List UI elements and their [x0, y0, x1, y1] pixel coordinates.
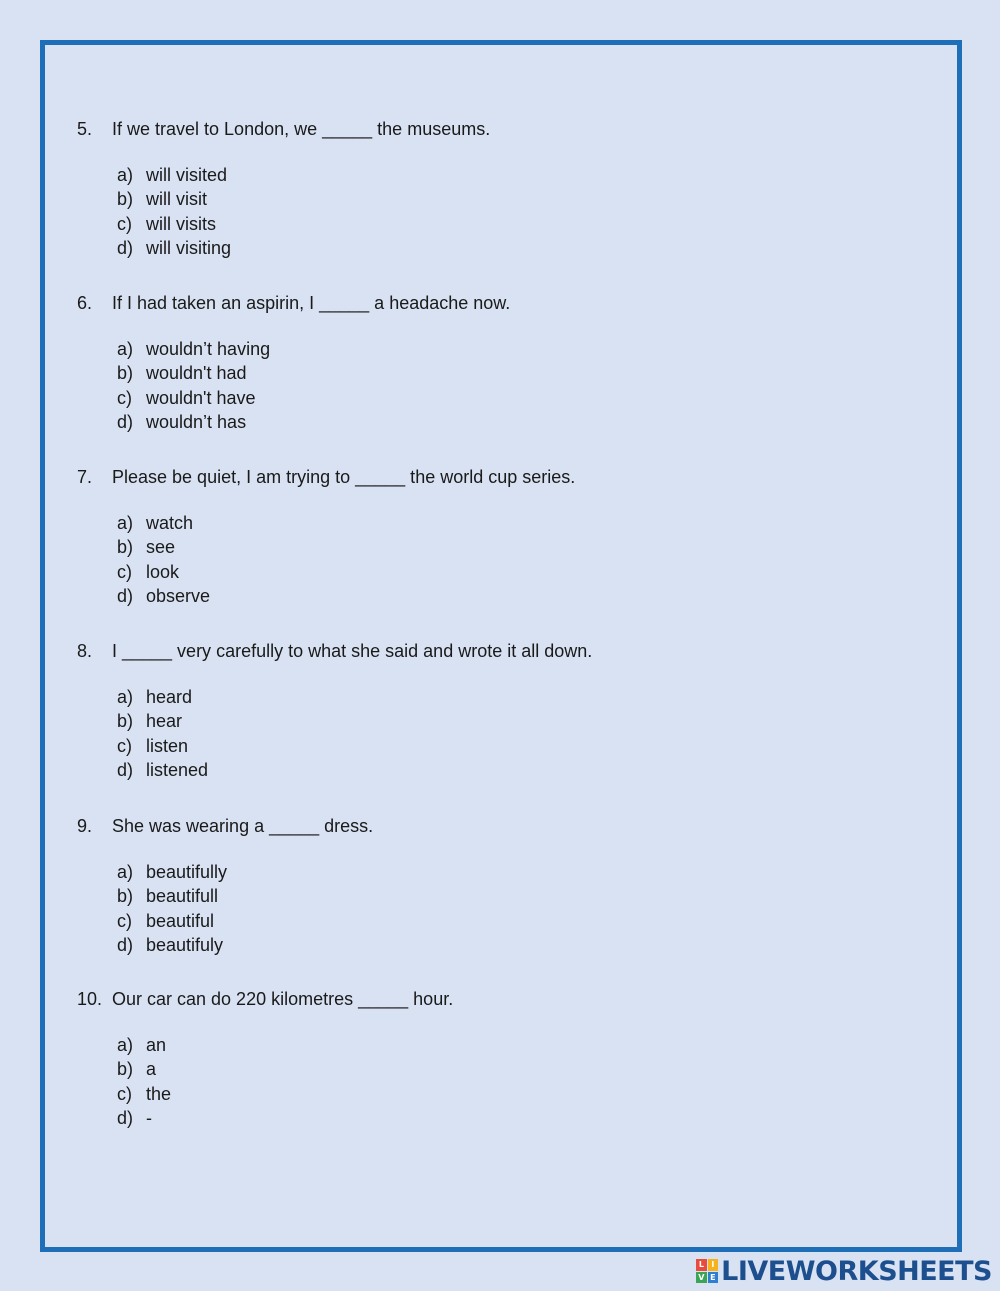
question-5 [77, 118, 877, 260]
option-text: wouldn’t having [146, 339, 271, 359]
option-a[interactable] [117, 860, 877, 884]
option-list [77, 511, 877, 608]
option-text: see [146, 537, 176, 558]
option-letter: c) [117, 910, 132, 931]
option-letter: a) [117, 513, 134, 533]
option-letter: d) [117, 1107, 134, 1128]
question-number: 7. [77, 467, 93, 487]
question-text [77, 640, 877, 662]
option-b[interactable] [117, 187, 877, 211]
option-text: beautifull [146, 886, 219, 907]
option-text: the [146, 1083, 172, 1104]
option-text: listened [146, 759, 209, 780]
question-text [77, 988, 877, 1010]
option-text: wouldn't have [146, 387, 256, 408]
question-prompt: If we travel to London, we _____ the museums. [112, 119, 491, 139]
question-7 [77, 466, 877, 608]
question-number: 10. [77, 989, 103, 1009]
option-d[interactable] [117, 933, 877, 957]
option-text: wouldn’t has [146, 411, 247, 432]
option-letter: c) [117, 387, 132, 408]
option-d[interactable] [117, 410, 877, 434]
option-d[interactable] [117, 236, 877, 260]
question-6 [77, 292, 877, 434]
option-b[interactable] [117, 1057, 877, 1081]
question-prompt: Please be quiet, I am trying to _____ the world cup series. [112, 467, 576, 487]
option-c[interactable] [117, 734, 877, 758]
option-b[interactable] [117, 535, 877, 559]
option-letter: b) [117, 1059, 134, 1080]
option-list [77, 1033, 877, 1130]
option-list [77, 163, 877, 260]
option-letter: a) [117, 339, 134, 359]
question-number: 8. [77, 641, 93, 661]
question-text [77, 118, 877, 140]
option-a[interactable] [117, 1033, 877, 1057]
option-text: will visited [146, 165, 228, 185]
option-letter: c) [117, 1083, 132, 1104]
question-number: 9. [77, 816, 93, 836]
option-letter: b) [117, 537, 134, 558]
question-prompt: If I had taken an aspirin, I _____ a headache now. [112, 293, 511, 313]
option-a[interactable] [117, 163, 877, 187]
option-letter: b) [117, 711, 134, 732]
option-letter: b) [117, 363, 134, 384]
option-text: hear [146, 711, 183, 732]
option-c[interactable] [117, 560, 877, 584]
option-text: a [146, 1059, 157, 1080]
brand-name: LIVEWORKSHEETS [721, 1255, 992, 1287]
option-text: beautifuly [146, 934, 224, 955]
question-9 [77, 815, 877, 957]
option-b[interactable] [117, 884, 877, 908]
option-letter: a) [117, 687, 134, 707]
option-letter: d) [117, 237, 134, 258]
option-letter: d) [117, 759, 134, 780]
option-list [77, 685, 877, 782]
option-text: listen [146, 735, 189, 756]
logo-tile-l: L [696, 1259, 707, 1271]
option-text: will visits [146, 213, 216, 234]
option-c[interactable] [117, 1082, 877, 1106]
question-number: 5. [77, 119, 93, 139]
question-prompt: Our car can do 220 kilometres _____ hour. [112, 989, 454, 1009]
option-text: beautiful [146, 910, 215, 931]
option-letter: c) [117, 213, 132, 234]
question-10 [77, 988, 877, 1130]
question-prompt: I _____ very carefully to what she said and wrote it all down. [112, 641, 593, 661]
option-a[interactable] [117, 337, 877, 361]
liveworksheets-brand[interactable] [696, 1255, 992, 1287]
option-list [77, 337, 877, 434]
option-text: watch [146, 513, 194, 533]
option-letter: b) [117, 189, 134, 210]
logo-tile-v: V [696, 1272, 707, 1284]
option-text: observe [146, 585, 211, 606]
option-letter: c) [117, 735, 132, 756]
option-letter: c) [117, 561, 132, 582]
question-prompt: She was wearing a _____ dress. [112, 816, 374, 836]
option-a[interactable] [117, 685, 877, 709]
option-b[interactable] [117, 709, 877, 733]
logo-tile-i: I [708, 1259, 719, 1271]
logo-tile-e: E [708, 1272, 719, 1284]
option-d[interactable] [117, 1106, 877, 1130]
option-list [77, 860, 877, 957]
option-d[interactable] [117, 584, 877, 608]
option-a[interactable] [117, 511, 877, 535]
option-d[interactable] [117, 758, 877, 782]
option-letter: a) [117, 1035, 134, 1055]
option-c[interactable] [117, 909, 877, 933]
option-letter: d) [117, 411, 134, 432]
question-text [77, 466, 877, 488]
option-text: wouldn't had [146, 363, 247, 384]
option-c[interactable] [117, 212, 877, 236]
question-text [77, 292, 877, 314]
liveworksheets-logo-icon [696, 1259, 718, 1283]
question-text [77, 815, 877, 837]
question-number: 6. [77, 293, 93, 313]
option-letter: d) [117, 585, 134, 606]
option-text: an [146, 1035, 167, 1055]
option-b[interactable] [117, 361, 877, 385]
option-text: heard [146, 687, 193, 707]
option-text: will visit [146, 189, 207, 210]
option-letter: d) [117, 934, 134, 955]
option-letter: a) [117, 862, 134, 882]
option-text: will visiting [146, 237, 232, 258]
option-text: beautifully [146, 862, 228, 882]
option-letter: a) [117, 165, 134, 185]
option-text: - [146, 1107, 152, 1128]
option-c[interactable] [117, 386, 877, 410]
question-8 [77, 640, 877, 782]
option-letter: b) [117, 886, 134, 907]
option-text: look [146, 561, 180, 582]
